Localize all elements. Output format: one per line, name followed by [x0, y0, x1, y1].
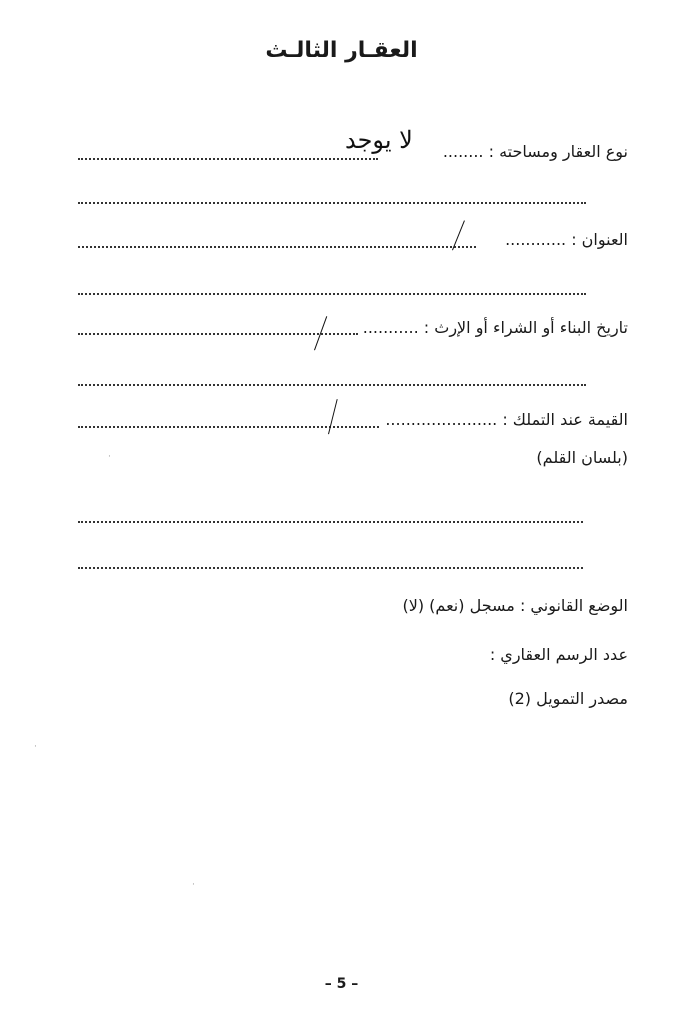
- field-funding-source: مصدر التمويل (2): [508, 689, 628, 708]
- field-legal-status: الوضع القانوني : مسجل (نعم) (لا): [402, 596, 628, 615]
- field-address-label: العنوان : ............: [501, 230, 628, 249]
- field-date-label: تاريخ البناء أو الشراء أو الإرث : ...........: [359, 318, 628, 337]
- field-value-label: القيمة عند التملك : ......................: [381, 410, 628, 429]
- field-date: [78, 318, 628, 344]
- field-address: [78, 230, 628, 256]
- dotted-line-address-2: [78, 293, 586, 295]
- page-title: العقـار الثالـث: [265, 38, 418, 63]
- dotted-line-value-3: [78, 567, 583, 569]
- dotted-line-date-2: [78, 384, 586, 386]
- page-number: – 5 –: [324, 976, 359, 992]
- paper-speck-3: ·: [192, 880, 195, 890]
- paper-speck-2: ·: [34, 742, 37, 752]
- dotted-line-type-2: [78, 202, 586, 204]
- field-value: [78, 410, 628, 436]
- field-type-area-label: نوع العقار ومساحته : ........: [439, 142, 628, 161]
- field-title-deed-number: عدد الرسم العقاري :: [489, 645, 628, 664]
- handwritten-answer-type: لا يوجد: [345, 126, 413, 154]
- field-value-note: (بلسان القلم): [536, 448, 628, 467]
- paper-speck-1: ·: [108, 452, 111, 462]
- dotted-line-value-2: [78, 521, 583, 523]
